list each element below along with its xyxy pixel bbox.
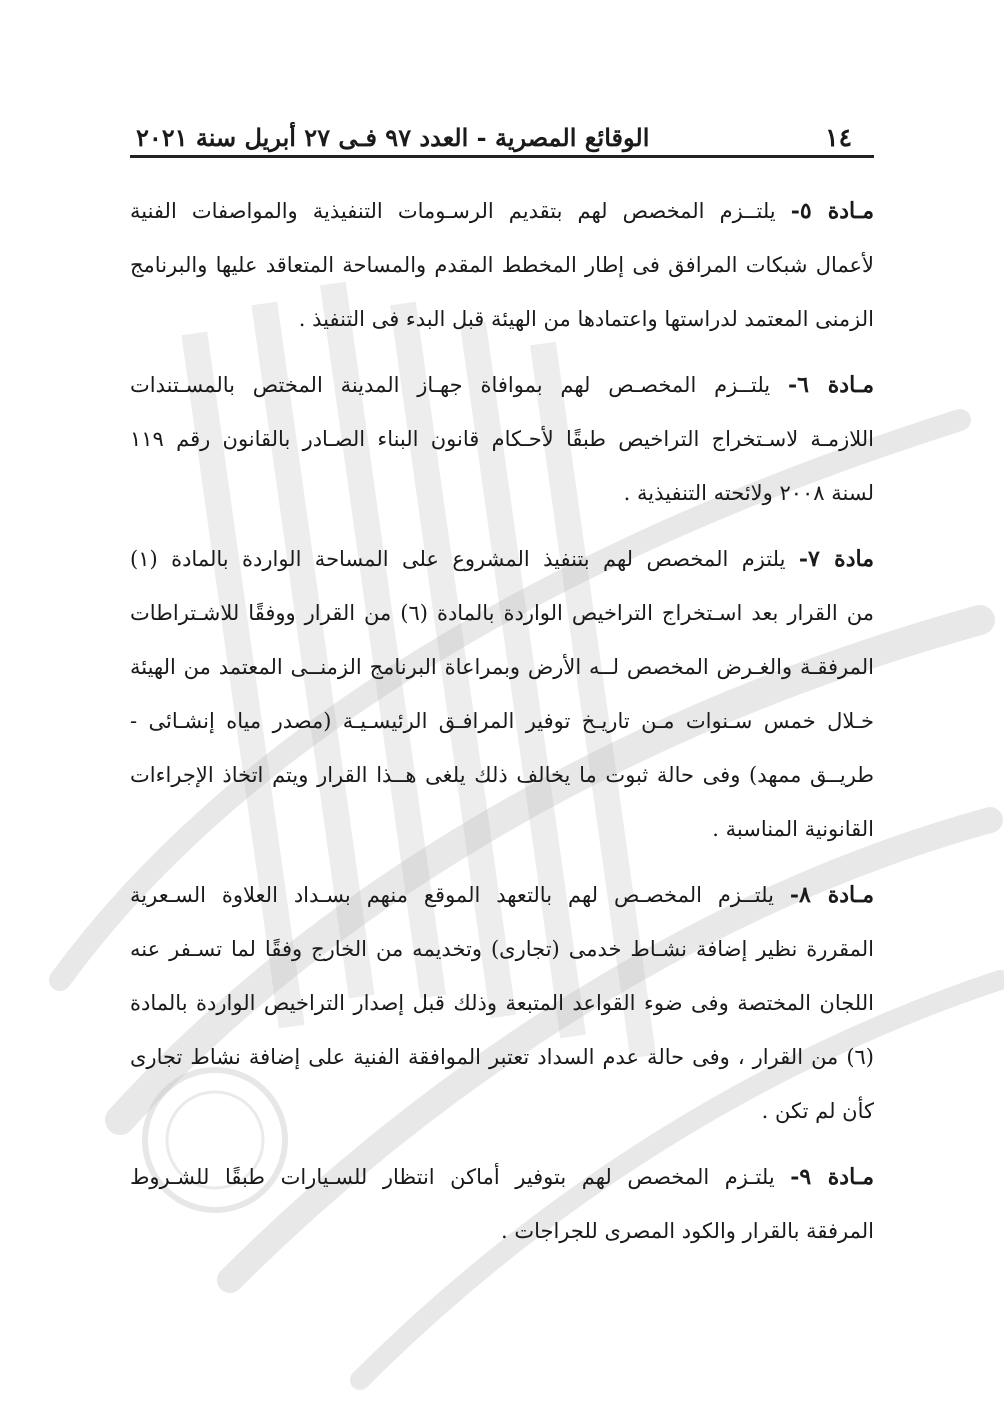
article-label: مادة ٧- bbox=[798, 546, 874, 572]
article-line bbox=[130, 868, 874, 922]
article-line bbox=[130, 1150, 874, 1204]
article-line: الزمنى المعتمد لدراستها واعتمادها من الهيئة قبل البدء فى التنفيذ . bbox=[298, 307, 874, 331]
gazette-title: الوقائع المصرية - العدد ٩٧ فـى ٢٧ أبريل سنة ٢٠٢١ bbox=[136, 123, 650, 152]
article-label: مـادة ٦- bbox=[787, 372, 874, 398]
document-body bbox=[130, 184, 874, 1270]
article-label: مـادة ٥- bbox=[790, 198, 874, 224]
article-line: كأن لم تكن . bbox=[761, 1099, 874, 1123]
article-text: يلتــزم المخصـص لهم بالتعهد الموقع منهم بسـداد العلاوة السـعرية bbox=[130, 883, 790, 907]
article-8 bbox=[130, 868, 874, 1138]
article-line: لأعمال شبكات المرافق فى إطار المخطط المقدم والمساحة المتعاقد عليها والبرنامج bbox=[130, 253, 874, 277]
article-line bbox=[130, 184, 874, 238]
article-6 bbox=[130, 358, 874, 520]
article-line: المرفقة بالقرار والكود المصرى للجراجات . bbox=[500, 1219, 874, 1243]
article-line: (٦) من القرار ، وفى حالة عدم السداد تعتبر الموافقة الفنية على إضافة نشاط تجارى bbox=[130, 1045, 874, 1069]
article-line: خـلال خمس سـنوات مـن تاريـخ توفير المرافـق الرئيسـيـة (مصدر مياه إنشـائى - bbox=[130, 709, 874, 733]
article-9 bbox=[130, 1150, 874, 1258]
article-text: يلتـزم المخصص لهم بتوفير أماكن انتظار للسـيارات طبقًا للشـروط bbox=[130, 1165, 791, 1189]
article-line: المرفقـة والغـرض المخصص لــه الأرض وبمراعاة البرنامج الزمنــى المعتمد من الهيئة bbox=[130, 655, 874, 679]
article-line: المقررة نظير إضافة نشـاط خدمى (تجارى) وتخديمه من الخارج وفقًا لما تسـفر عنه bbox=[130, 937, 874, 961]
page-header bbox=[130, 108, 874, 152]
article-5 bbox=[130, 184, 874, 346]
header-divider bbox=[130, 155, 874, 158]
article-line: لسنة ٢٠٠٨ ولائحته التنفيذية . bbox=[623, 481, 874, 505]
article-label: مـادة ٩- bbox=[790, 1164, 874, 1190]
article-line bbox=[130, 532, 874, 586]
page-number: ١٤ bbox=[825, 123, 852, 152]
article-label: مـادة ٨- bbox=[789, 882, 874, 908]
article-text: يلتزم المخصص لهم بتنفيذ المشروع على المساحة الواردة بالمادة (١) bbox=[130, 547, 799, 571]
article-text: يلتــزم المخصـص لهم بموافاة جهـاز المدينة المختص بالمسـتندات bbox=[130, 373, 788, 397]
article-text: يلتــزم المخصص لهم بتقديم الرسـومات التنفيذية والمواصفات الفنية bbox=[130, 199, 791, 223]
article-line: اللجان المختصة وفى ضوء القواعد المتبعة وذلك قبل إصدار التراخيص الواردة بالمادة bbox=[130, 991, 874, 1015]
article-7 bbox=[130, 532, 874, 856]
article-line: القانونية المناسبة . bbox=[712, 817, 874, 841]
article-line: طريــق ممهد) وفى حالة ثبوت ما يخالف ذلك يلغى هــذا القرار ويتم اتخاذ الإجراءات bbox=[130, 763, 874, 787]
article-line: من القرار بعد اسـتخراج التراخيص الواردة بالمادة (٦) من القرار ووفقًا للاشـتراطات bbox=[130, 601, 874, 625]
article-line bbox=[130, 358, 874, 412]
article-line: اللازمـة لاسـتخراج التراخيص طبقًا لأحـكام قانون البناء الصـادر بالقانون رقم ١١٩ bbox=[130, 427, 874, 451]
